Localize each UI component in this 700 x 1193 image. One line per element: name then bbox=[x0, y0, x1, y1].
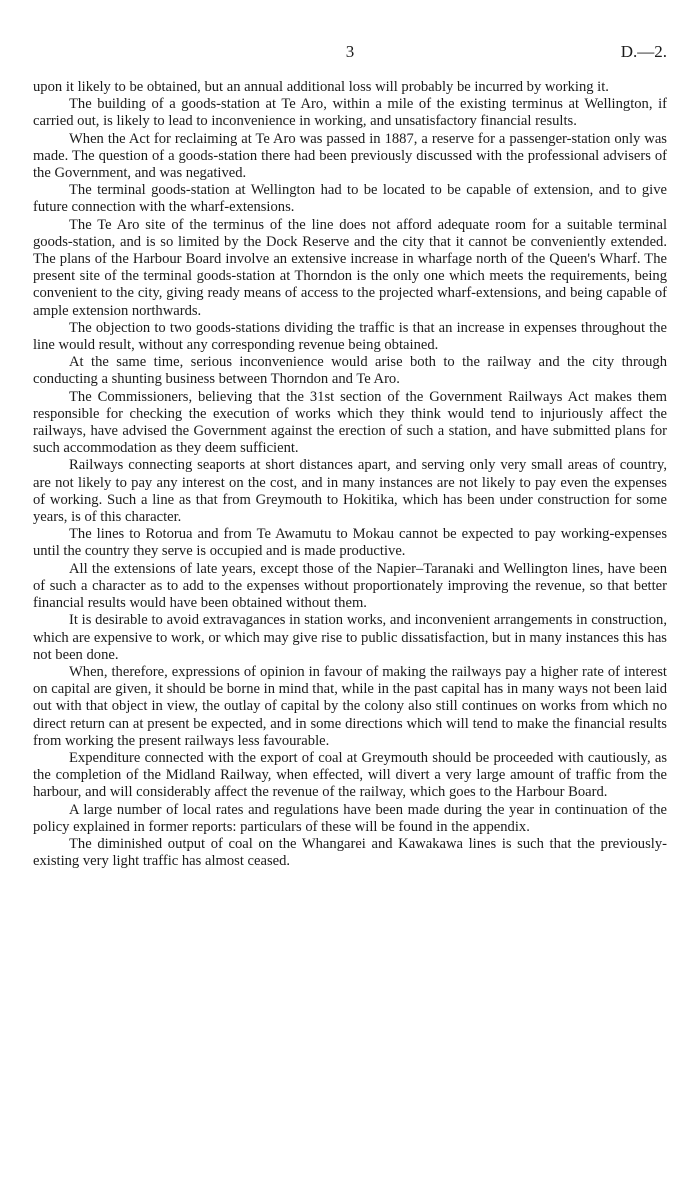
paragraph: The diminished output of coal on the Whangarei and Kawakawa lines is such that the previously-existing very light traffic has almost ceased. bbox=[33, 835, 667, 870]
paragraph: When the Act for reclaiming at Te Aro was passed in 1887, a reserve for a passenger-station only was made. The question of a goods-station there had been previously discussed with the professional advisers of the Government, and was negatived. bbox=[33, 130, 667, 182]
paragraph: A large number of local rates and regulations have been made during the year in continuation of the policy explained in former reports: particulars of these will be found in the appendix. bbox=[33, 801, 667, 835]
page-header bbox=[33, 42, 667, 66]
paragraph: Expenditure connected with the export of coal at Greymouth should be proceeded with cautiously, as the completion of the Midland Railway, when effected, will divert a very large amount of traffic from the harbour, and will considerably affect the revenue of the railway, which goes to the Harbour Board. bbox=[33, 749, 667, 801]
paragraph: At the same time, serious inconvenience would arise both to the railway and the city through conducting a shunting business between Thorndon and Te Aro. bbox=[33, 354, 667, 388]
paragraph: The lines to Rotorua and from Te Awamutu to Mokau cannot be expected to pay working-expenses until the country they serve is occupied and is made productive. bbox=[33, 526, 667, 560]
paragraph: It is desirable to avoid extravagances in station works, and inconvenient arrangements in construction, which are expensive to work, or which may give rise to public dissatisfaction, but in many instances this has not been done. bbox=[33, 612, 667, 663]
page-number: 3 bbox=[345, 42, 355, 61]
paragraph: The Te Aro site of the terminus of the line does not afford adequate room for a suitable terminal goods-station, and is so limited by the Dock Reserve and the city that it cannot be conveniently extended. The plans of the Harbour Board involve an extensive increase in wharfage north of the Queen's Wharf. The present site of the terminal goods-station at Thorndon is the only one which meets the requirements, being convenient to the city, giving ready means of access to the projected wharf-extensions, and being capable of ample extension northwards. bbox=[33, 216, 667, 319]
paragraph: All the extensions of late years, except those of the Napier–Taranaki and Wellington lines, have been of such a character as to add to the expenses without proportionately improving the revenue, so that better financial results would have been obtained without them. bbox=[33, 560, 667, 612]
paragraph: The terminal goods-station at Wellington had to be located to be capable of extension, and to give future connection with the wharf-extensions. bbox=[33, 182, 667, 216]
paragraph: The building of a goods-station at Te Aro, within a mile of the existing terminus at Wellington, if carried out, is likely to lead to inconvenience in working, and unsatisfactory financial results. bbox=[33, 96, 667, 130]
paragraph: The Commissioners, believing that the 31st section of the Government Railways Act makes them responsible for checking the execution of works which they think would tend to injuriously affect the railways, have advised the Government against the erection of such a station, and have submitted plans for such accommodation as they deem sufficient. bbox=[33, 388, 667, 457]
body-text bbox=[33, 79, 667, 870]
paragraph: When, therefore, expressions of opinion in favour of making the railways pay a higher rate of interest on capital are given, it should be borne in mind that, while in the past capital has in many ways not been laid out with that object in view, the outlay of capital by the colony also still continues on works from which no direct return can at present be expected, and in some directions which will tend to make the financial results from working the present railways less favourable. bbox=[33, 663, 667, 749]
document-reference: D.—2. bbox=[620, 42, 667, 61]
paragraph-continuation: upon it likely to be obtained, but an annual additional loss will probably be incurred by working it. bbox=[33, 79, 609, 95]
paragraph: Railways connecting seaports at short distances apart, and serving only very small areas of country, are not likely to pay any interest on the cost, and in many instances are not likely to pay even the expenses of working. Such a line as that from Greymouth to Hokitika, which has been under construction for some years, is of this character. bbox=[33, 457, 667, 526]
paragraph: The objection to two goods-stations dividing the traffic is that an increase in expenses throughout the line would result, without any corresponding revenue being obtained. bbox=[33, 319, 667, 354]
